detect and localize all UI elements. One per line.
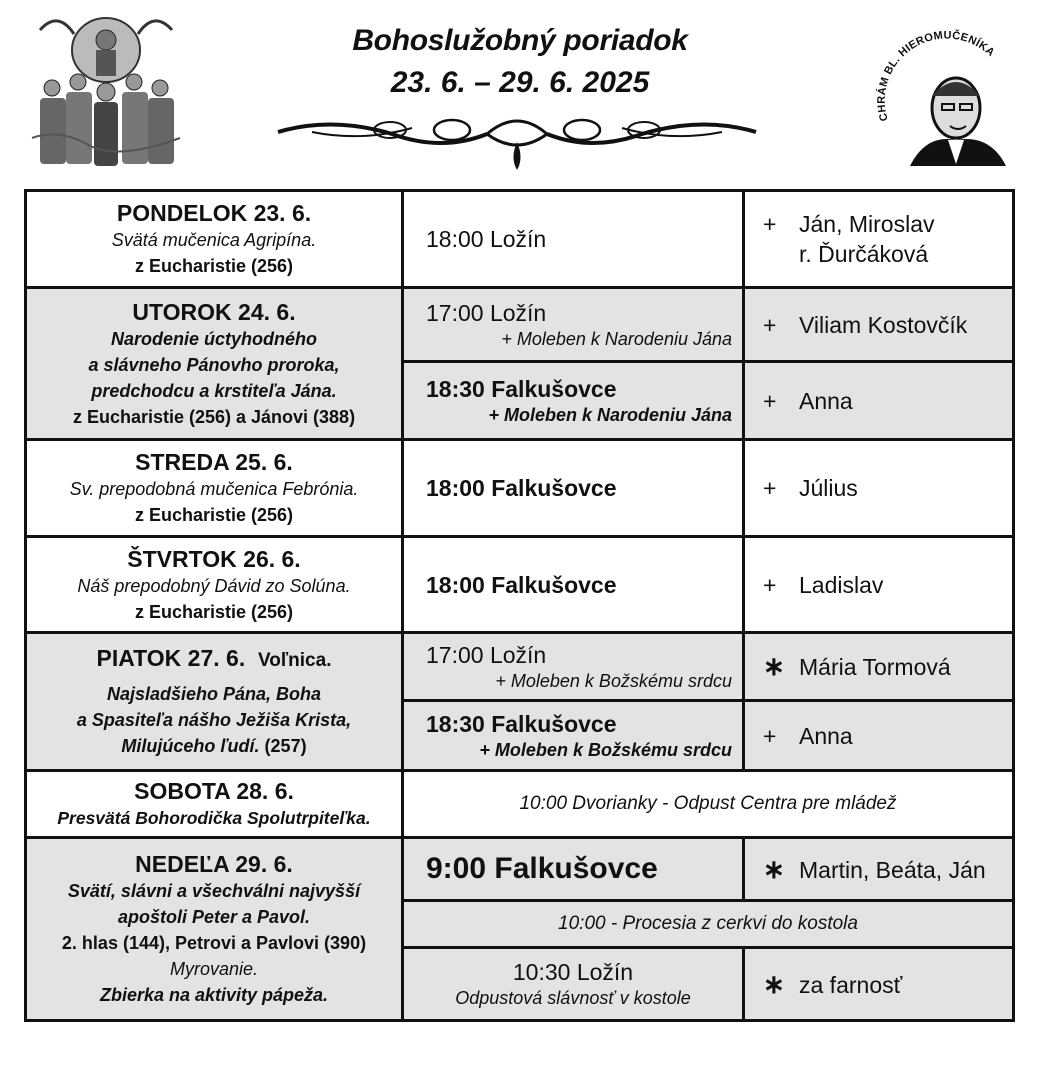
- service-time: 17:00 Ložín: [426, 299, 547, 326]
- service-cell: [403, 288, 744, 362]
- tone: z Eucharistie (256) a Jánovi (388): [72, 406, 356, 427]
- tone: 2. hlas (144), Petrovi a Pavlovi (390): [61, 933, 367, 953]
- feast: Svätá mučenica Agripína.: [111, 230, 317, 250]
- title: Bohoslužobný poriadok: [352, 24, 688, 57]
- day-cell-friday: [26, 633, 403, 771]
- service-note: + Moleben k Narodeniu Jána: [501, 328, 732, 349]
- day-name: ŠTVRTOK 26. 6.: [127, 545, 301, 572]
- service-note: + Moleben k Božskému srdcu: [495, 670, 732, 691]
- intention-text: Ladislav: [799, 571, 884, 598]
- intention-mark: +: [763, 722, 777, 749]
- day-cell-thursday: [26, 537, 403, 633]
- intention-text: Mária Tormová: [799, 654, 951, 680]
- table-row: [26, 440, 1014, 537]
- feast: Presvätá Bohorodička Spolutrpiteľka.: [57, 808, 371, 828]
- intention-mark: ∗: [763, 853, 785, 884]
- intention-cell: [744, 948, 1014, 1021]
- intention-text: za farnosť: [799, 971, 903, 998]
- feast: Zbierka na aktivity pápeža.: [99, 985, 329, 1005]
- day-name: UTOROK 24. 6.: [132, 298, 296, 325]
- tone: z Eucharistie (256): [134, 601, 294, 622]
- day-cell-sunday: [26, 838, 403, 1021]
- intention-text-2: r. Ďurčáková: [799, 241, 929, 267]
- seal-text: CHRÁM BL. HIEROMUČENÍKA: [875, 29, 997, 123]
- intention-text: Anna: [799, 722, 853, 749]
- service-note: + Moleben k Božskému srdcu: [479, 739, 732, 760]
- intention-mark: ∗: [763, 651, 785, 681]
- feast: Sv. prepodobná mučenica Febrónia.: [69, 479, 359, 499]
- feast: Svätí, slávni a všechválni najvyšší: [67, 881, 361, 901]
- service-cell: [403, 537, 744, 633]
- feast: Narodenie úctyhodného: [110, 328, 317, 349]
- feast: predchodcu a krstiteľa Jána.: [91, 380, 337, 401]
- day-name: SOBOTA 28. 6.: [134, 778, 294, 804]
- ornament-divider: [272, 112, 762, 178]
- feast: Náš prepodobný Dávid zo Solúna.: [77, 575, 351, 596]
- event-note: 10:00 Dvorianky - Odpust Centra pre mládež: [403, 771, 1014, 838]
- day-name: STREDA 25. 6.: [135, 449, 293, 475]
- intention-text: Viliam Kostovčík: [799, 311, 968, 338]
- service-time: 17:00 Ložín: [426, 641, 547, 668]
- day-name: PONDELOK 23. 6.: [116, 200, 312, 226]
- table-row: [26, 537, 1014, 633]
- day-cell-saturday: [26, 771, 403, 838]
- day-name: NEDEĽA 29. 6.: [135, 851, 293, 877]
- tone: z Eucharistie (256): [134, 256, 294, 276]
- table-row: [26, 771, 1014, 838]
- day-cell-wednesday: [26, 440, 403, 537]
- intention-text: Anna: [799, 387, 853, 414]
- intention-cell: [744, 440, 1014, 537]
- service-time: 9:00 Falkušovce: [426, 852, 658, 885]
- intention-mark: +: [763, 387, 777, 414]
- feast: Najsladšieho Pána, Boha: [106, 684, 322, 704]
- service-cell: [403, 701, 744, 771]
- service-note: + Moleben k Narodeniu Jána: [488, 404, 732, 425]
- service-time: 18:00 Ložín: [426, 226, 547, 252]
- intention-mark: +: [763, 311, 777, 338]
- bishop-portrait-seal: [866, 16, 1016, 176]
- feast: apoštoli Peter a Pavol.: [117, 907, 311, 927]
- feast: a slávneho Pánovho proroka,: [88, 354, 340, 375]
- intention-cell: [744, 191, 1014, 288]
- schedule-table: [24, 189, 1015, 1022]
- service-time: 10:30 Ložín: [512, 959, 634, 985]
- intention-mark: +: [763, 211, 777, 237]
- page-title: [300, 22, 740, 102]
- service-cell: [403, 633, 744, 701]
- service-time: 18:00 Falkušovce: [426, 475, 617, 501]
- service-cell: [403, 948, 744, 1021]
- day-cell-tuesday: [26, 288, 403, 440]
- table-row: [26, 838, 1014, 901]
- intention-cell: [744, 288, 1014, 362]
- intention-text: Július: [799, 475, 858, 501]
- intention-mark: +: [763, 571, 777, 598]
- table-row: [26, 288, 1014, 362]
- feast: a Spasiteľa nášho Ježiša Krista,: [76, 710, 352, 730]
- intention-cell: [744, 537, 1014, 633]
- day-name: PIATOK 27. 6. Voľnica.: [96, 645, 332, 671]
- intention-text: Martin, Beáta, Ján: [799, 856, 986, 883]
- day-note: Voľnica.: [257, 650, 332, 671]
- event-note: 10:00 - Procesia z cerkvi do kostola: [403, 901, 1014, 948]
- intention-cell: [744, 701, 1014, 771]
- service-time: 18:30 Falkušovce: [426, 375, 617, 402]
- intention-text: Ján, Miroslav: [799, 211, 935, 237]
- service-time: 18:00 Falkušovce: [426, 571, 617, 598]
- feast: Myrovanie.: [169, 959, 259, 979]
- day-cell-monday: [26, 191, 403, 288]
- service-cell: [403, 440, 744, 537]
- feast: Milujúceho ľudí. (257): [121, 736, 307, 756]
- intention-mark: ∗: [763, 968, 785, 999]
- table-row: [26, 191, 1014, 288]
- service-cell: [403, 838, 744, 901]
- service-note: Odpustová slávnosť v kostole: [455, 988, 691, 1008]
- date-range: 23. 6. – 29. 6. 2025: [390, 66, 650, 99]
- intention-cell: [744, 633, 1014, 701]
- intention-cell: [744, 362, 1014, 440]
- ascension-icon: [30, 10, 182, 170]
- intention-cell: [744, 838, 1014, 901]
- tone: z Eucharistie (256): [134, 505, 294, 525]
- service-cell: [403, 362, 744, 440]
- intention-mark: +: [763, 475, 777, 501]
- table-row: [26, 633, 1014, 701]
- service-time: 18:30 Falkušovce: [426, 710, 617, 737]
- service-cell: [403, 191, 744, 288]
